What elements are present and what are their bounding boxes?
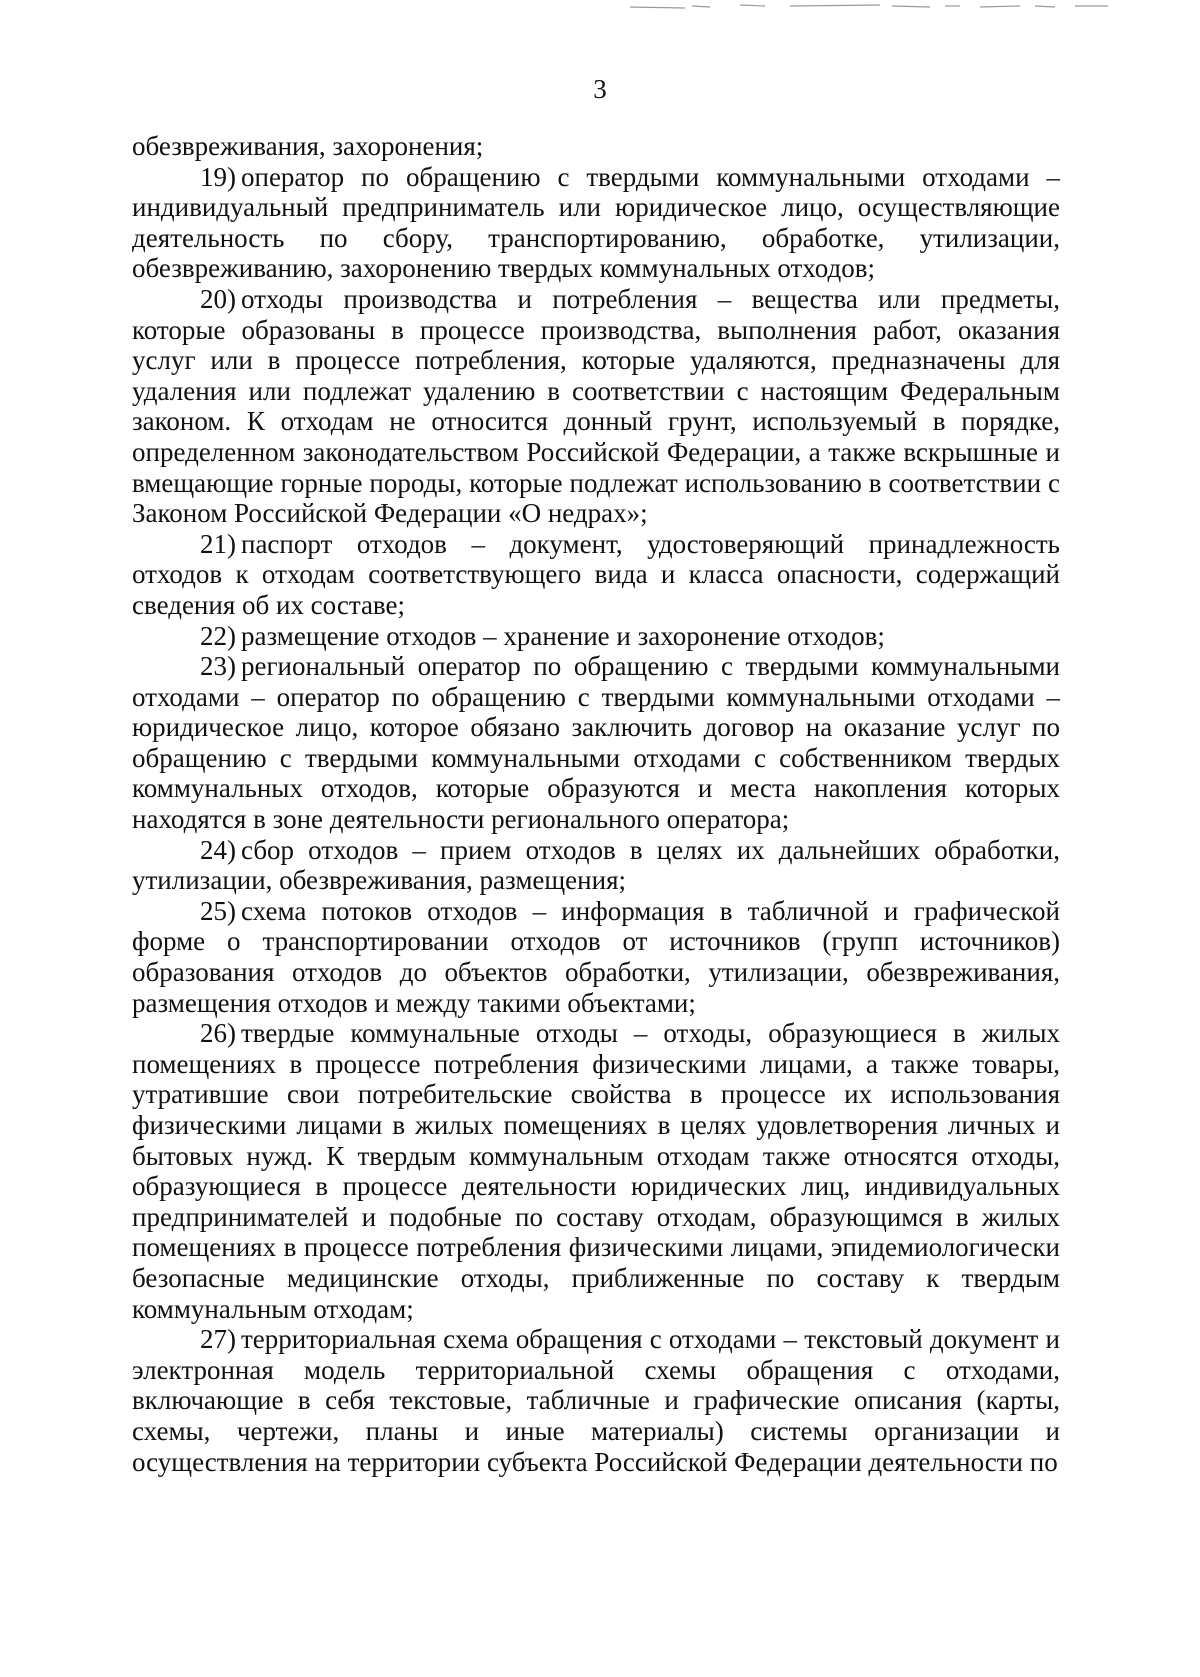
paragraph-item-20 [132,284,1060,529]
item-number: 23) [200,651,236,682]
paragraph-text: размещение отходов – хранение и захоронение отходов; [241,620,885,651]
item-number: 22) [200,620,236,651]
paragraph-text: твердые коммунальные отходы – отходы, образующиеся в жилых помещениях в процессе потребления физическими лицами, а также товары, утратившие свои потребительские свойства в процессе их использования физическими лицами в жилых помещениях в целях удовлетворения личных и бытовых нужд. К твердым коммунальным отходам также относятся отходы, образующиеся в процессе деятельности юридических лиц, индивидуальных предпринимателей и подобные по составу отходам, образующимся в жилых помещениях в процессе потребления физическими лицами, эпидемиологически безопасные медицинские отходы, приближенные по составу к твердым коммунальным отходам; [132,1018,1060,1324]
paragraph-item-25 [132,896,1060,1018]
item-number: 24) [200,834,236,865]
paragraph-text: схема потоков отходов – информация в табличной и графической форме о транспортировании отходов от источников (групп источников) образования отходов до объектов обработки, утилизации, обезвреживания, размещения отходов и между такими объектами; [132,895,1060,1018]
paragraph-item-23 [132,651,1060,835]
body-text [132,131,1060,1477]
item-number: 27) [200,1324,236,1355]
item-number: 19) [200,161,236,192]
item-number: 21) [200,528,236,559]
paragraph-item-26 [132,1018,1060,1324]
item-number: 20) [200,283,236,314]
item-number: 26) [200,1018,236,1049]
page-number: 3 [593,74,607,104]
scan-artifact-marks [630,0,1110,14]
item-number: 25) [200,895,236,926]
paragraph-continuation [132,131,1060,162]
paragraph-item-21 [132,529,1060,621]
paragraph-item-19 [132,162,1060,284]
paragraph-text: сбор отходов – прием отходов в целях их дальнейших обработки, утилизации, обезвреживания, размещения; [132,834,1060,896]
paragraph-text: территориальная схема обращения с отходами – текстовый документ и электронная модель территориальной схемы обращения с отходами, включающие в себя текстовые, табличные и графические описания (карты, схемы, чертежи, планы и иные материалы) системы организации и осуществления на территории субъекта Российской Федерации деятельности по [132,1324,1060,1477]
paragraph-text: оператор по обращению с твердыми коммунальными отходами – индивидуальный предприниматель или юридическое лицо, осуществляющие деятельность по сбору, транспортированию, обработке, утилизации, обезвреживанию, захоронению твердых коммунальных отходов; [132,161,1060,284]
paragraph-item-22 [132,621,1060,652]
paragraph-text: обезвреживания, захоронения; [132,131,484,161]
paragraph-text: отходы производства и потребления – вещества или предметы, которые образованы в процессе производства, выполнения работ, оказания услуг или в процессе потребления, которые удаляются, предназначены для удаления или подлежат удалению в соответствии с настоящим Федеральным законом. К отходам не относится донный грунт, используемый в порядке, определенном законодательством Российской Федерации, а также вскрышные и вмещающие горные породы, которые подлежат использованию в соответствии с Законом Российской Федерации «О недрах»; [132,283,1060,529]
paragraph-item-24 [132,835,1060,896]
paragraph-item-27 [132,1324,1060,1477]
paragraph-text: региональный оператор по обращению с твердыми коммунальными отходами – оператор по обращению с твердыми коммунальными отходами – юридическое лицо, которое обязано заключить договор на оказание услуг по обращению с твердыми коммунальными отходами с собственником твердых коммунальных отходов, которые образуются и места накопления которых находятся в зоне деятельности регионального оператора; [132,651,1060,835]
paragraph-text: паспорт отходов – документ, удостоверяющий принадлежность отходов к отходам соответствующего вида и класса опасности, содержащий сведения об их составе; [132,528,1060,620]
